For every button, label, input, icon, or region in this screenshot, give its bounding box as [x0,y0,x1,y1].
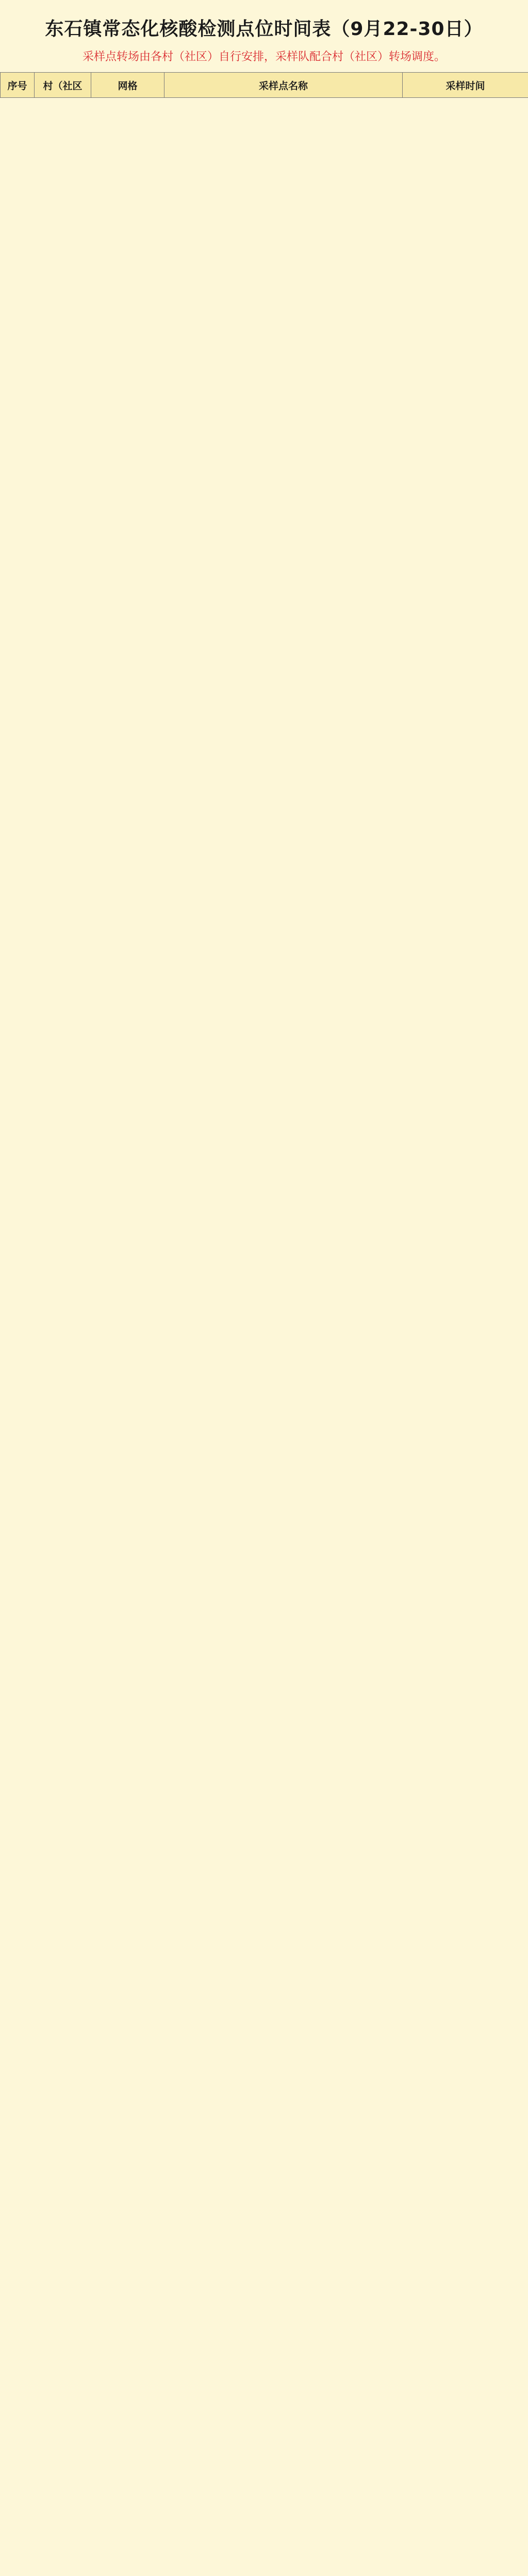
table-header-row [1,73,528,98]
page-title: 东石镇常态化核酸检测点位时间表（9月22-30日） [45,19,483,40]
schedule-page [0,0,528,98]
column-header-village: 村（社区 [35,73,91,98]
schedule-table [0,72,528,98]
column-header-grid: 网格 [91,73,164,98]
notice-text: 采样点转场由各村（社区）自行安排，采样队配合村（社区）转场调度。 [82,50,446,63]
column-header-time: 采样时间 [403,73,528,98]
column-header-site: 采样点名称 [164,73,403,98]
column-header-number: 序号 [1,73,35,98]
